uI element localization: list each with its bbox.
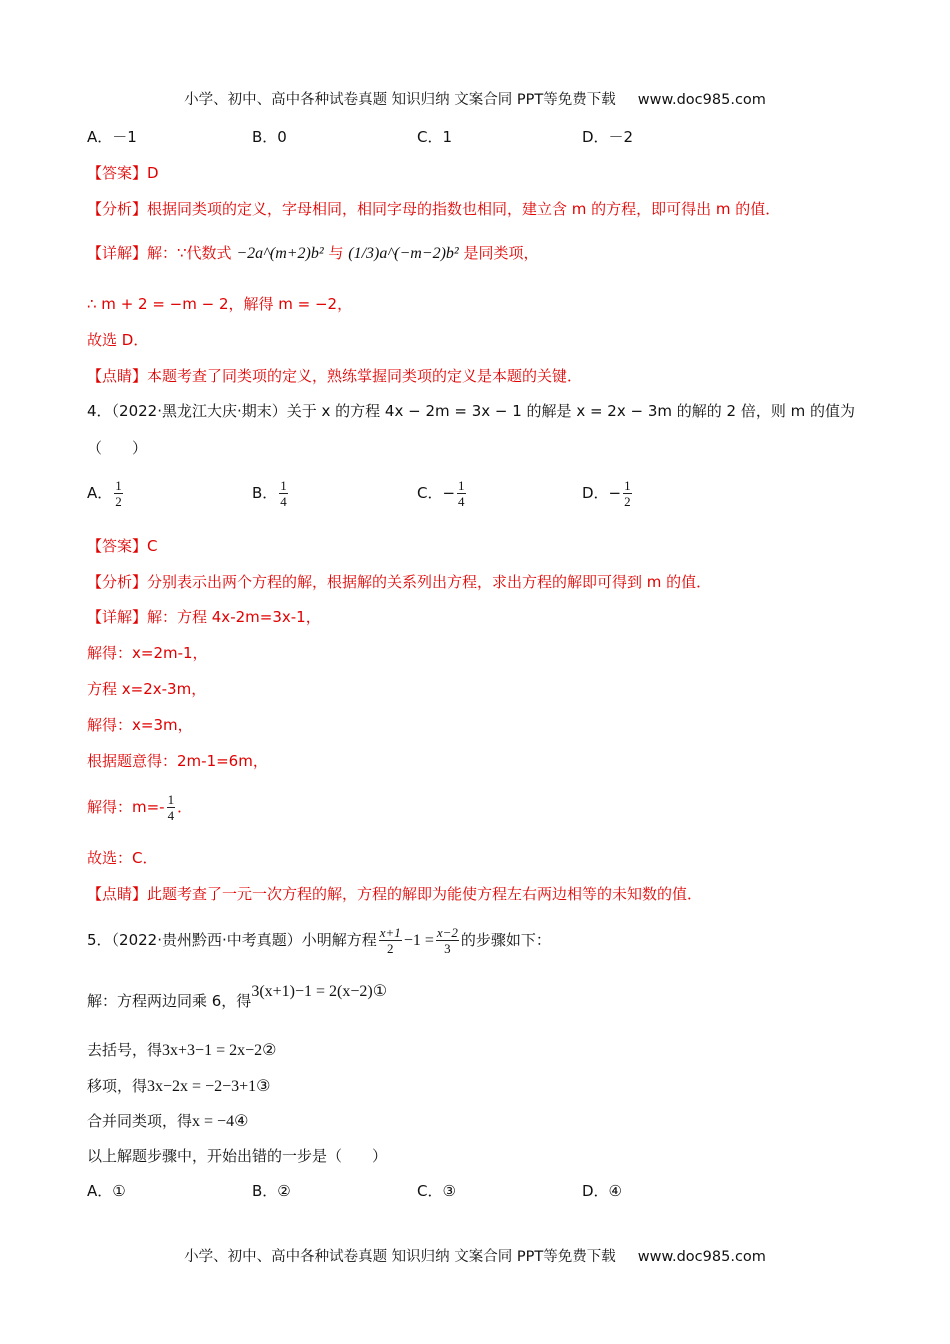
frac-den: 4 <box>458 494 465 509</box>
q5-step3-expr: 3x−2x = −2−3+1③ <box>147 1078 271 1095</box>
q5-step3-prefix: 移项，得 <box>87 1077 148 1095</box>
q5-step2 <box>87 1039 276 1062</box>
q4-option-a-label: A． <box>87 484 113 502</box>
q3-option-c: C．1 <box>417 128 453 146</box>
page-header <box>0 88 950 109</box>
page-footer <box>0 1245 950 1266</box>
q5-step2-prefix: 去括号，得 <box>87 1041 163 1059</box>
q4-option-c-label: C．− <box>417 484 456 502</box>
q4-option-b-label: B． <box>252 484 278 502</box>
q3-detail-suffix: 是同类项， <box>463 244 539 262</box>
q5-step1-expr: 3(x+1)−1 = 2(x−2)① <box>251 983 388 1000</box>
q3-choose: 故选 D． <box>87 331 149 349</box>
q3-expr2: (1/3)a^(−m−2)b² <box>348 245 459 262</box>
header-url[interactable]: www.doc985.com <box>637 92 766 108</box>
q5-minus-one: −1 = <box>403 932 434 949</box>
frac-num: 1 <box>458 478 465 493</box>
q4-option-a-frac <box>114 478 123 509</box>
q5-stem-suffix: 的步骤如下： <box>460 931 551 949</box>
q4-choose: 故选：C． <box>87 849 158 867</box>
q3-therefore: ∴ m + 2 = −m − 2，解得 m = −2， <box>87 295 353 313</box>
q5-frac1 <box>379 925 402 956</box>
q4-step5-prefix: 解得：m=- <box>87 798 165 816</box>
q3-answer: 【答案】D <box>87 164 159 182</box>
q4-stem: 4．（2022·黑龙江大庆·期末）关于 x 的方程 4x − 2m = 3x − 1 的解是 x = 2x − 3m 的解的 2 倍，则 m 的值为 <box>87 402 855 420</box>
footer-text: 小学、初中、高中各种试卷真题 知识归纳 文案合同 PPT等免费下载 <box>184 1249 616 1265</box>
q4-option-b <box>252 478 290 509</box>
q3-expr1: −2a^(m+2)b² <box>236 245 324 262</box>
frac-den: 2 <box>387 941 394 956</box>
q5-step2-expr: 3x+3−1 = 2x−2② <box>162 1042 277 1059</box>
q4-step5-suffix: ． <box>177 798 193 816</box>
q4-step5-frac <box>167 792 176 823</box>
q3-detail-mid: 与 <box>328 244 344 262</box>
frac-den: 2 <box>624 494 631 509</box>
q4-option-c <box>417 478 468 509</box>
q3-analysis: 【分析】根据同类项的定义，字母相同，相同字母的指数也相同，建立含 m 的方程，即可得出 m 的值． <box>87 200 781 218</box>
q3-detail <box>87 242 539 265</box>
q3-option-d: D．－2 <box>582 128 634 146</box>
frac-num: 1 <box>167 792 175 807</box>
q4-option-c-frac <box>457 478 466 509</box>
q5-step1 <box>87 983 388 1013</box>
frac-den: 4 <box>280 494 287 509</box>
frac-num: 1 <box>624 478 631 493</box>
q4-option-d <box>582 478 634 509</box>
footer-url[interactable]: www.doc985.com <box>637 1249 766 1265</box>
q5-stem <box>87 925 551 956</box>
q4-step1: 解得：x=2m-1， <box>87 644 208 662</box>
q5-frac2 <box>436 925 459 956</box>
q4-step2: 方程 x=2x-3m， <box>87 680 207 698</box>
header-text: 小学、初中、高中各种试卷真题 知识归纳 文案合同 PPT等免费下载 <box>184 92 616 108</box>
q5-stem-prefix: 5．（2022·贵州黔西·中考真题）小明解方程 <box>87 931 377 949</box>
frac-num: x−2 <box>436 925 458 940</box>
q4-step4: 根据题意得：2m-1=6m， <box>87 752 268 770</box>
q3-option-a: A．－1 <box>87 128 137 146</box>
frac-num: x+1 <box>379 925 401 940</box>
frac-den: 2 <box>115 494 122 509</box>
q5-option-b: B．② <box>252 1182 291 1200</box>
q5-step4-prefix: 合并同类项，得 <box>87 1112 193 1130</box>
frac-num: 1 <box>115 478 122 493</box>
q4-option-b-frac <box>279 478 288 509</box>
q5-step1-prefix: 解：方程两边同乘 6，得 <box>87 992 252 1010</box>
q4-comment: 【点睛】此题考查了一元一次方程的解，方程的解即为能使方程左右两边相等的未知数的值． <box>87 885 703 903</box>
q4-blank: （ ） <box>87 439 148 457</box>
frac-num: 1 <box>280 478 287 493</box>
q4-option-d-label: D．− <box>582 484 622 502</box>
q4-answer: 【答案】C <box>87 537 158 555</box>
q4-analysis: 【分析】分别表示出两个方程的解，根据解的关系列出方程，求出方程的解即可得到 m 的值． <box>87 573 712 591</box>
q3-comment: 【点睛】本题考查了同类项的定义，熟练掌握同类项的定义是本题的关键． <box>87 367 583 385</box>
q4-step3: 解得：x=3m， <box>87 716 193 734</box>
frac-den: 3 <box>444 941 451 956</box>
q5-option-a: A．① <box>87 1182 126 1200</box>
frac-den: 4 <box>167 808 175 823</box>
q4-option-d-frac <box>623 478 632 509</box>
q4-step5 <box>87 792 192 823</box>
q5-option-d: D．④ <box>582 1182 622 1200</box>
q5-option-c: C．③ <box>417 1182 456 1200</box>
q3-detail-prefix: 【详解】解：∵代数式 <box>87 244 232 262</box>
q4-option-a <box>87 478 125 509</box>
q5-step4 <box>87 1110 248 1133</box>
q3-option-b: B．0 <box>252 128 287 146</box>
q5-step3 <box>87 1075 270 1098</box>
q4-detail: 【详解】解：方程 4x-2m=3x-1， <box>87 608 321 626</box>
q5-step4-expr: x = −4④ <box>192 1113 249 1130</box>
q5-question: 以上解题步骤中，开始出错的一步是（ ） <box>87 1147 388 1165</box>
